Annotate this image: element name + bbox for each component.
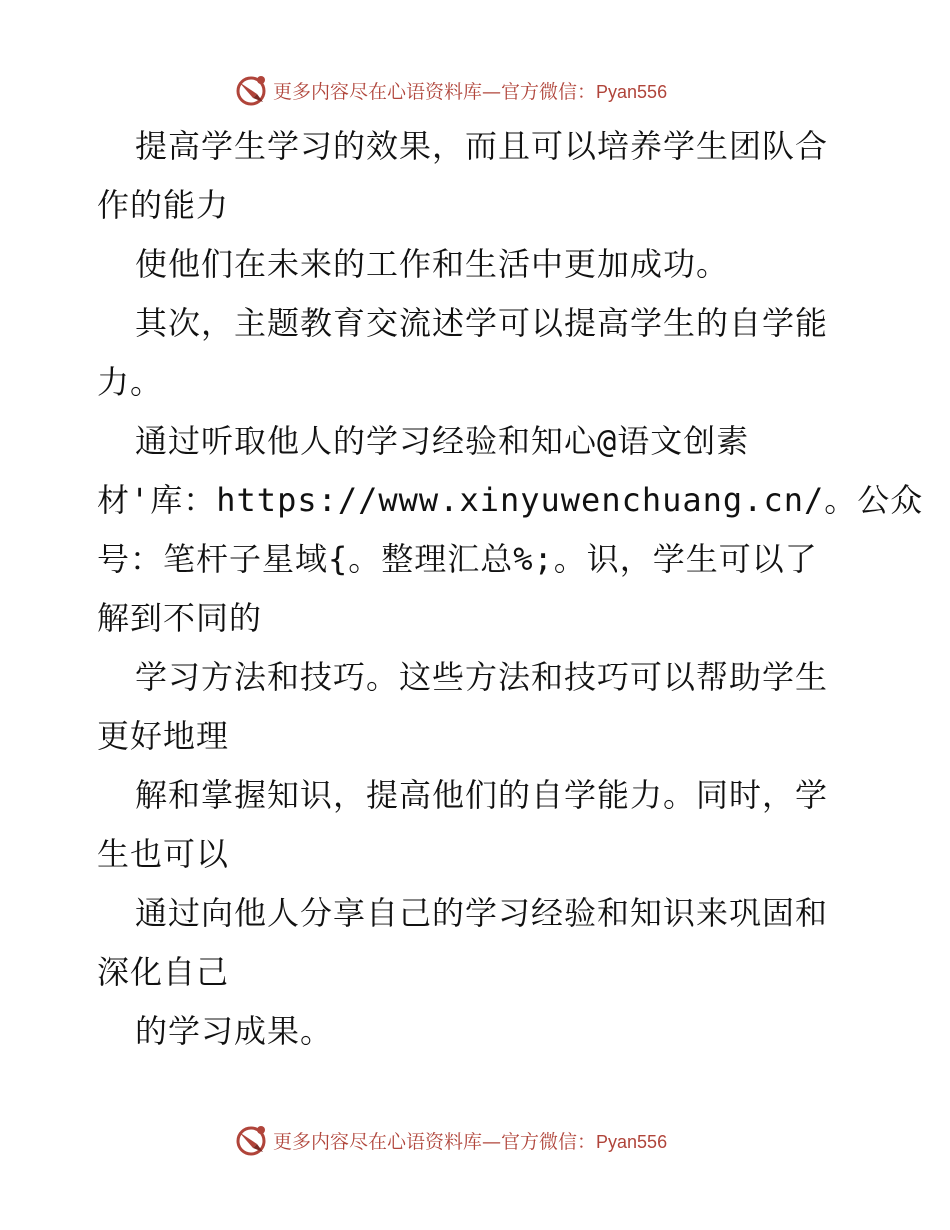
text-line-6: 通过听取他人的学习经验和知心@语文创素 (135, 422, 750, 460)
body-text (97, 117, 924, 1061)
text-line-5: 力。 (97, 363, 164, 401)
pen-nib-circle-icon (233, 1122, 269, 1158)
text-line-8: 号：笔杆子星域{。整理汇总%;。识，学生可以了 (97, 540, 818, 578)
text-line-10: 学习方法和技巧。这些方法和技巧可以帮助学生 (135, 658, 829, 696)
text-line-11: 更好地理 (97, 717, 230, 755)
text-line-9: 解到不同的 (97, 599, 263, 637)
footer-banner-text (273, 1127, 667, 1154)
footer-banner-label: 更多内容尽在心语资料库—官方微信： (273, 1130, 597, 1153)
text-line-2: 作的能力 (97, 186, 230, 224)
text-line-7: 材'库：https://www.xinyuwenchuang.cn/。公众 (97, 481, 924, 519)
text-line-16: 的学习成果。 (135, 1012, 334, 1050)
text-line-14: 通过向他人分享自己的学习经验和知识来巩固和 (135, 894, 829, 932)
text-line-12: 解和掌握知识，提高他们的自学能力。同时，学 (135, 776, 829, 814)
text-line-3: 使他们在未来的工作和生活中更加成功。 (135, 245, 730, 283)
text-line-4: 其次，主题教育交流述学可以提高学生的自学能 (135, 304, 829, 342)
text-line-15: 深化自己 (97, 953, 230, 991)
header-banner (233, 70, 723, 110)
text-line-13: 生也可以 (97, 835, 230, 873)
footer-banner (233, 1120, 723, 1160)
header-wechat-id: Pyan556 (596, 81, 668, 102)
text-line-1: 提高学生学习的效果，而且可以培养学生团队合 (135, 127, 829, 165)
pen-nib-circle-icon (233, 72, 269, 108)
header-banner-label: 更多内容尽在心语资料库—官方微信： (273, 80, 597, 103)
footer-wechat-id: Pyan556 (596, 1131, 668, 1152)
header-banner-text (273, 77, 667, 104)
